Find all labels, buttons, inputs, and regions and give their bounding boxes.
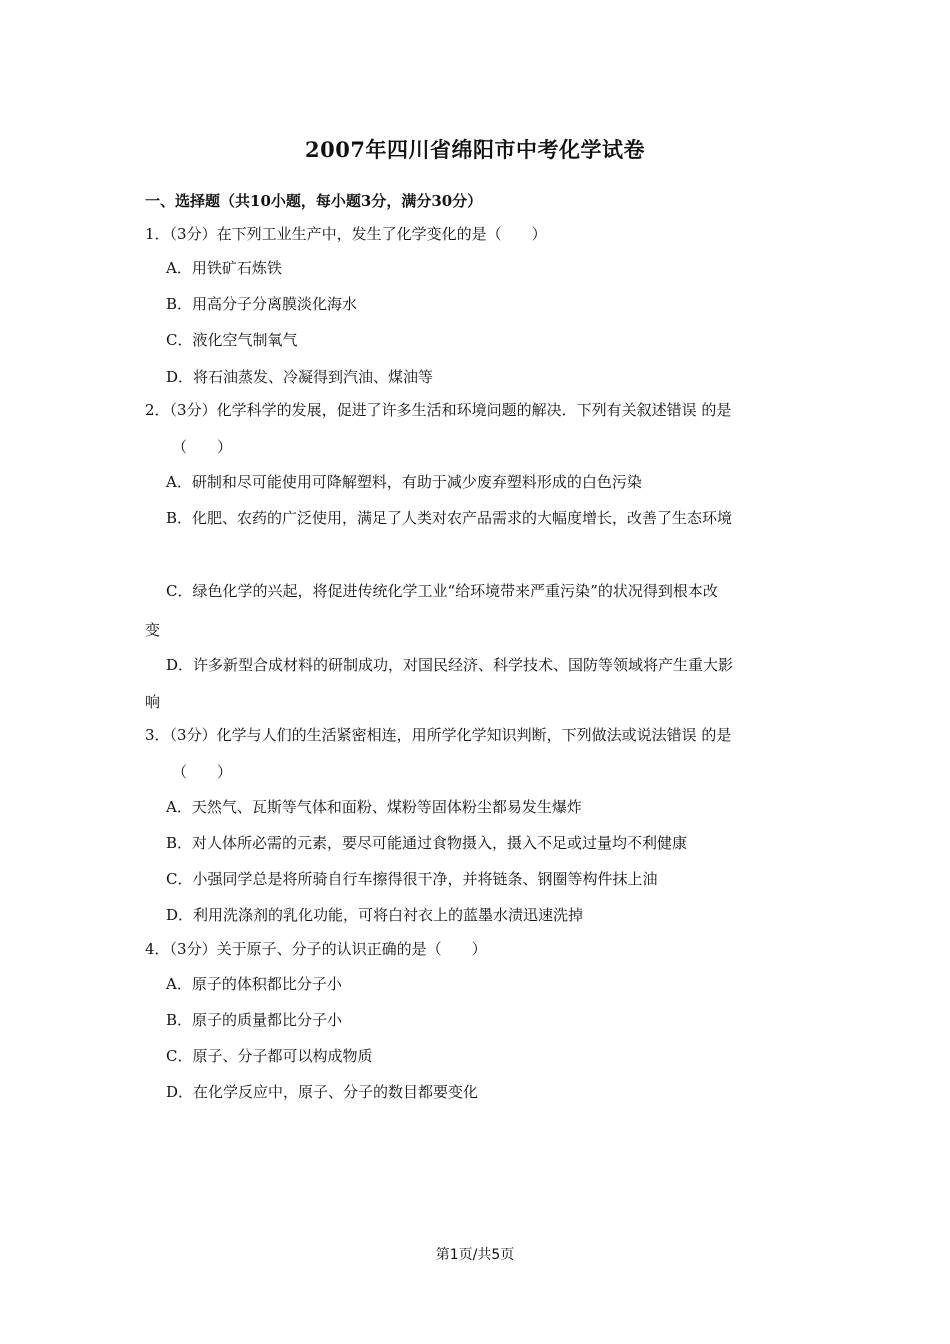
question-2-stem: 2．（3分）化学科学的发展，促进了许多生活和环境问题的解决．下列有关叙述错误 的是 — [145, 401, 732, 419]
question-3-option-c: C．小强同学总是将所骑自行车擦得很干净，并将链条、钢圈等构件抹上油 — [166, 870, 658, 888]
page-footer: 第1页/共5页 — [435, 1247, 515, 1263]
question-3-option-b: B．对人体所必需的元素，要尽可能通过食物摄入，摄入不足或过量均不利健康 — [166, 834, 688, 852]
exam-title: 2007年四川省绵阳市中考化学试卷 — [305, 137, 645, 162]
question-1-option-b: B．用高分子分离膜淡化海水 — [166, 295, 358, 313]
question-2-stem-continuation: （ ） — [172, 438, 233, 456]
question-1-stem: 1．（3分）在下列工业生产中，发生了化学变化的是（ ） — [145, 225, 547, 243]
question-1-option-a: A．用铁矿石炼铁 — [166, 259, 282, 277]
question-1-option-c: C．液化空气制氧气 — [166, 331, 298, 349]
question-3-option-d: D．利用洗涤剂的乳化功能，可将白衬衣上的蓝墨水渍迅速洗掉 — [166, 906, 584, 924]
question-2-option-d: D．许多新型合成材料的研制成功，对国民经济、科学技术、国防等领域将产生重大影 — [166, 656, 734, 674]
question-2-option-a: A．研制和尽可能使用可降解塑料，有助于减少废弃塑料形成的白色污染 — [166, 473, 642, 491]
question-3-stem-continuation: （ ） — [172, 763, 233, 781]
question-4-option-a: A．原子的体积都比分子小 — [166, 975, 342, 993]
question-4-stem: 4．（3分）关于原子、分子的认识正确的是（ ） — [145, 940, 487, 958]
question-2-option-c-continuation: 变 — [145, 621, 161, 639]
section-heading: 一、选择题（共10小题，每小题3分，满分30分） — [145, 192, 483, 210]
question-3-option-a: A．天然气、瓦斯等气体和面粉、煤粉等固体粉尘都易发生爆炸 — [166, 798, 582, 816]
question-4-option-b: B．原子的质量都比分子小 — [166, 1011, 343, 1029]
question-4-option-d: D．在化学反应中，原子、分子的数目都要变化 — [166, 1083, 479, 1101]
question-2-option-b: B．化肥、农药的广泛使用，满足了人类对农产品需求的大幅度增长，改善了生态环境 — [166, 509, 733, 527]
question-4-option-c: C．原子、分子都可以构成物质 — [166, 1047, 373, 1065]
question-2-option-c: C．绿色化学的兴起，将促进传统化学工业“给环境带来严重污染”的状况得到根本改 — [166, 582, 718, 600]
question-1-option-d: D．将石油蒸发、冷凝得到汽油、煤油等 — [166, 368, 434, 386]
question-3-stem: 3．（3分）化学与人们的生活紧密相连，用所学化学知识判断，下列做法或说法错误 的是 — [145, 726, 732, 744]
question-2-option-d-continuation: 响 — [145, 693, 161, 711]
